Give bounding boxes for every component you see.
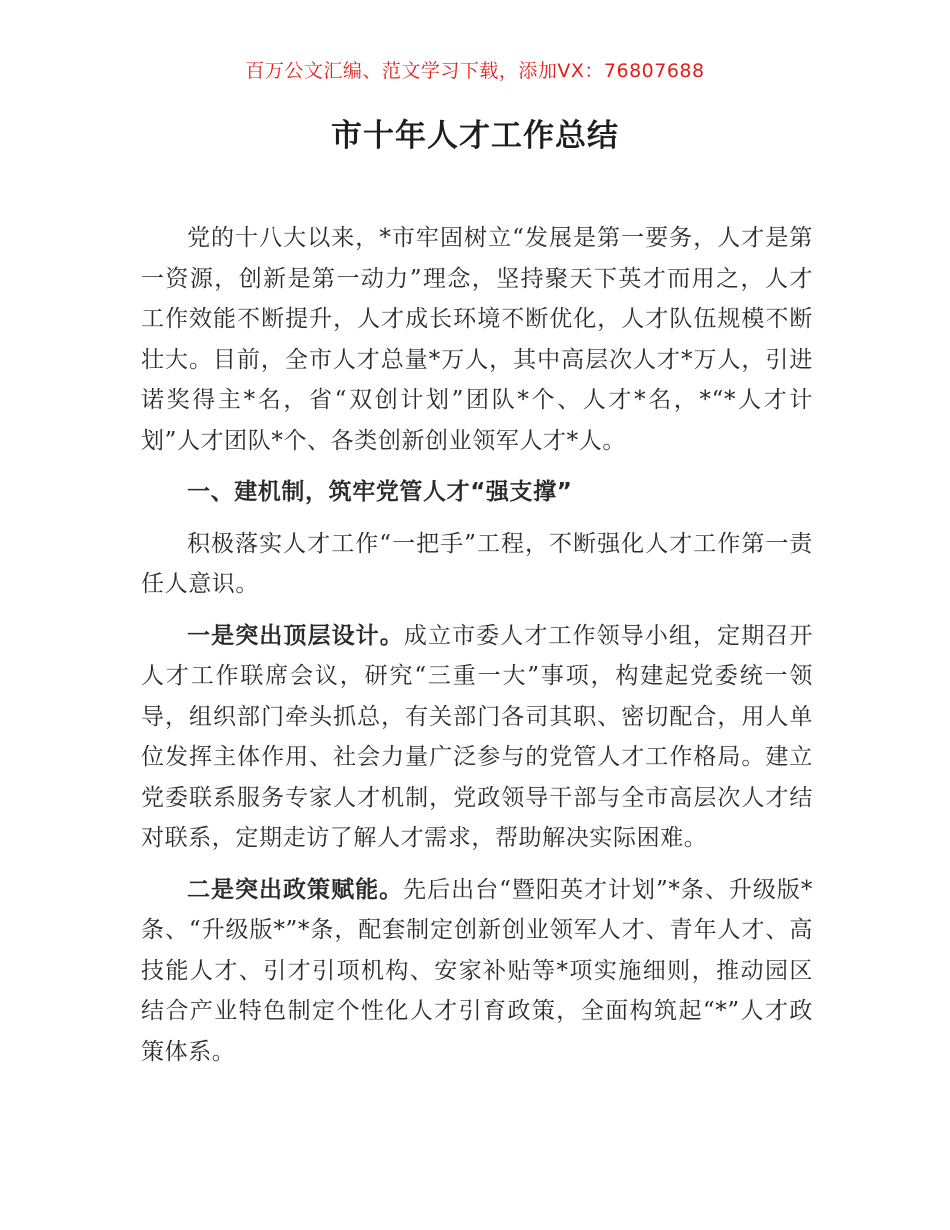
paragraph-text: 成立市委人才工作领导小组，定期召开人才工作联席会议，研究“三重一大”事项，构建起党委统一领导，组织部门牵头抓总，有关部门各司其职、密切配合，用人单位发挥主体作用、社会力量广泛参与的党管人才工作格局。建立党委联系服务专家人才机制，党政领导干部与全市高层次人才结对联系，定期走访了解人才需求，帮助解决实际困难。 xyxy=(141,622,814,851)
paragraph-lead: 一是突出顶层设计。 xyxy=(187,622,404,649)
document-body xyxy=(141,218,813,1083)
page-title: 市十年人才工作总结 xyxy=(331,118,619,154)
paragraph-text: 先后出台“暨阳英才计划”*条、升级版*条、“升级版*”*条，配套制定创新创业领军人才、青年人才、高技能人才、引才引项机构、安家补贴等*项实施细则，推动园区结合产业特色制定个性化人才引育政策，全面构筑起“*”人才政策体系。 xyxy=(141,876,814,1065)
paragraph-top-level-design xyxy=(141,616,813,859)
paragraph-policy-empowerment xyxy=(141,870,813,1073)
paragraph-lead: 二是突出政策赋能。 xyxy=(187,876,404,903)
promo-banner: 百万公文汇编、范文学习下载，添加VX：76807688 xyxy=(245,60,705,82)
section-heading-1: 一、建机制，筑牢党管人才“强支撑” xyxy=(187,479,573,505)
paragraph-section-intro: 积极落实人才工作“一把手”工程，不断强化人才工作第一责任人意识。 xyxy=(141,530,813,597)
paragraph-intro: 党的十八大以来，*市牢固树立“发展是第一要务，人才是第一资源，创新是第一动力”理念，坚持聚天下英才而用之，人才工作效能不断提升，人才成长环境不断优化，人才队伍规模不断壮大。目前，全市人才总量*万人，其中高层次人才*万人，引进诺奖得主*名，省“双创计划”团队*个、人才*名，*“*人才计划”人才团队*个、各类创新创业领军人才*人。 xyxy=(141,225,813,454)
